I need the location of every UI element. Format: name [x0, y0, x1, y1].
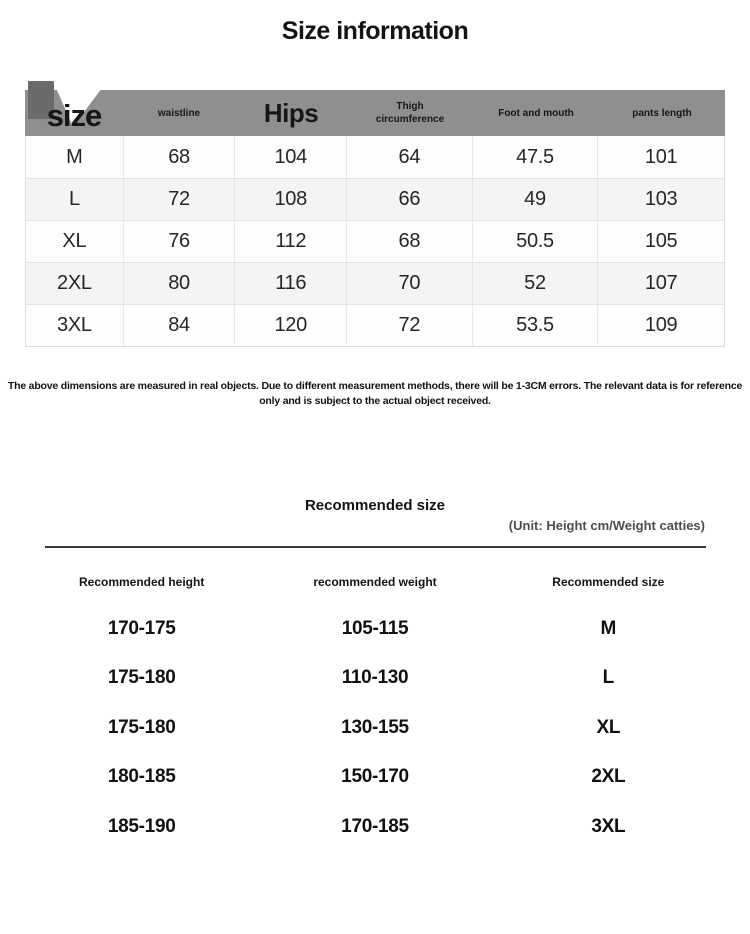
- size-table-cell: 84: [124, 305, 236, 346]
- recommend-table-row: [25, 703, 725, 753]
- size-table-row: [26, 136, 724, 178]
- recommend-table-row: [25, 802, 725, 852]
- size-table-cell: 120: [235, 305, 347, 346]
- size-table-cell: 103: [644, 188, 678, 210]
- size-table-body: [25, 136, 725, 347]
- size-table-row: [26, 178, 724, 220]
- size-table-cell: XL: [26, 221, 124, 262]
- recommend-table-cell: 175-180: [107, 667, 176, 689]
- size-table-cell: 2XL: [26, 263, 124, 304]
- recommend-table-headers: [25, 575, 725, 589]
- size-table-cell: 64: [347, 136, 473, 178]
- recommend-column-header: Recommended size: [552, 575, 665, 589]
- size-table-cell: M: [26, 136, 124, 178]
- recommend-table-cell: 105-115: [341, 617, 409, 639]
- size-table-row: [26, 262, 724, 304]
- recommended-size-title: Recommended size: [304, 497, 446, 514]
- size-table-header: [25, 90, 725, 136]
- size-table-cell: 104: [235, 136, 347, 178]
- size-table-cell: 70: [347, 263, 473, 304]
- recommend-table-cell: 170-185: [341, 815, 409, 837]
- size-table-cell: 105: [644, 230, 678, 252]
- size-table-cell: 72: [347, 305, 473, 346]
- size-table-cell: 66: [347, 179, 473, 220]
- size-table-cell: 107: [644, 272, 678, 294]
- recommend-table-body: [25, 604, 725, 852]
- recommend-table: [25, 575, 725, 852]
- section-divider: [45, 546, 706, 548]
- recommend-table-cell: 180-185: [107, 766, 176, 788]
- recommend-table-cell: 110-130: [341, 667, 409, 689]
- page-title: Size information: [281, 17, 469, 45]
- recommend-table-row: [25, 654, 725, 704]
- size-table: [25, 90, 725, 347]
- recommend-table-cell: 3XL: [591, 815, 626, 837]
- recommend-table-cell: XL: [596, 716, 621, 738]
- recommend-column-header: Recommended height: [78, 575, 205, 589]
- unit-note: (Unit: Height cm/Weight catties): [508, 518, 705, 533]
- size-table-cell: 3XL: [26, 305, 124, 346]
- size-table-cell: 68: [124, 136, 236, 178]
- size-table-cell: 112: [235, 221, 347, 262]
- size-table-cell: 68: [347, 221, 473, 262]
- size-table-row: [26, 304, 724, 346]
- size-table-cell: 108: [235, 179, 347, 220]
- size-table-cell: 80: [124, 263, 236, 304]
- recommend-table-row: [25, 753, 725, 803]
- size-column-header: Foot and mouth: [498, 107, 574, 119]
- size-table-row: [26, 220, 724, 262]
- recommend-table-cell: 150-170: [341, 766, 409, 788]
- recommend-table-cell: M: [600, 617, 617, 639]
- recommend-table-cell: 2XL: [591, 766, 626, 788]
- size-table-cell: 53.5: [473, 305, 599, 346]
- size-column-header: waistline: [157, 107, 201, 119]
- size-table-cell: 47.5: [473, 136, 599, 178]
- size-table-cell: 50.5: [473, 221, 599, 262]
- size-table-cell: 72: [124, 179, 236, 220]
- size-table-cell: L: [26, 179, 124, 220]
- recommend-table-cell: L: [602, 667, 614, 689]
- size-table-cell: 109: [644, 314, 678, 336]
- size-table-cell: 52: [473, 263, 599, 304]
- recommend-table-row: [25, 604, 725, 654]
- measurement-disclaimer: The above dimensions are measured in real objects. Due to different measurement methods, there will be 1-3CM errors. The relevant data is for reference only and is subject to the actual object received.: [7, 380, 743, 407]
- size-column-header: Hips: [263, 98, 319, 128]
- recommend-table-cell: 130-155: [341, 716, 409, 738]
- recommend-table-cell: 185-190: [107, 815, 176, 837]
- size-table-cell: 76: [124, 221, 236, 262]
- recommend-column-header: recommended weight: [313, 575, 437, 589]
- size-table-cell: 101: [644, 145, 678, 168]
- size-table-cell: 49: [473, 179, 599, 220]
- size-column-header: Thigh circumference: [375, 101, 445, 125]
- recommend-table-cell: 170-175: [107, 617, 176, 639]
- size-column-header: size: [46, 97, 102, 133]
- recommend-table-cell: 175-180: [107, 716, 176, 738]
- size-table-cell: 116: [235, 263, 347, 304]
- size-column-header: pants length: [632, 107, 692, 119]
